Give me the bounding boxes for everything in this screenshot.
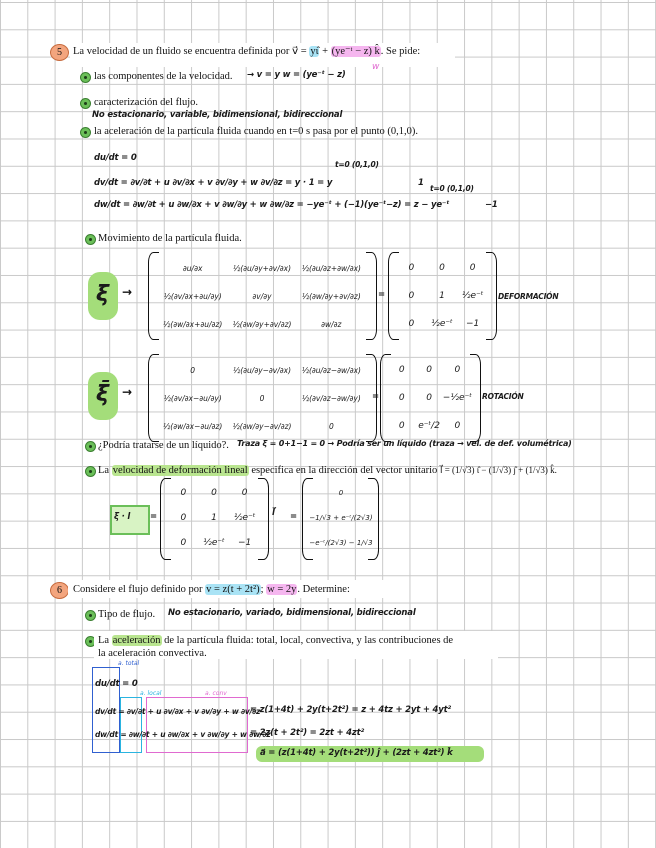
matrix-cell: 0 bbox=[259, 393, 265, 403]
matrix-cell: ½(∂w/∂x−∂u/∂z) bbox=[163, 421, 223, 431]
matrix-cell: 0 bbox=[180, 487, 187, 498]
q6-flow-type: Tipo de flujo. bbox=[98, 609, 156, 620]
q5-strain-post: especifica en la dirección del vector unitario bbox=[251, 465, 438, 476]
strain-result-vector bbox=[308, 480, 374, 556]
matrix-cell: 0 bbox=[398, 365, 405, 375]
arrow-right-icon: → bbox=[122, 385, 133, 399]
q6-tail: . Determine: bbox=[297, 584, 350, 595]
q6-v-def: v = z(t + 2t²) bbox=[206, 584, 260, 595]
matrix-cell: ½(∂v/∂z−∂w/∂y) bbox=[301, 393, 361, 403]
q5-movement: Movimiento de la partícula fluida. bbox=[98, 233, 242, 244]
q5-accel-line-2: dv/dt = ∂v/∂t + u ∂v/∂x + v ∂v/∂y + w ∂v/∂z = y · 1 = y bbox=[94, 178, 333, 188]
bullet-icon bbox=[85, 610, 96, 621]
q6-flow-type-answer: No estacionario, variado, bidimensional, bidireccional bbox=[168, 608, 416, 618]
matrix-cell: 0 bbox=[211, 487, 217, 498]
matrix-cell: ½e⁻ᵗ bbox=[233, 512, 256, 523]
rotation-label: ROTACIÓN bbox=[482, 392, 524, 401]
equals-sign: = bbox=[378, 290, 385, 300]
q5-unit-vector: l⃗ = (1/√3) ι̂ − (1/√3) ȷ̂ + (1/√3) k̂. bbox=[439, 465, 557, 475]
matrix-cell: ½(∂v/∂x+∂u/∂y) bbox=[163, 291, 222, 301]
bullet-icon bbox=[80, 98, 91, 109]
q5-liquid: ¿Podría tratarse de un líquido?. bbox=[98, 440, 229, 451]
matrix-cell: ½(∂v/∂x−∂u/∂y) bbox=[163, 393, 222, 403]
matrix-cell: 0 bbox=[439, 263, 445, 273]
strain-vec-l: l⃗ bbox=[272, 508, 275, 518]
right-paren bbox=[470, 354, 481, 442]
q5-components: las componentes de la velocidad. bbox=[94, 71, 233, 82]
omega-symbolic-matrix bbox=[158, 356, 366, 440]
bullet-icon bbox=[85, 466, 96, 477]
q5-tail: . Se pide: bbox=[380, 46, 421, 57]
bullet-icon bbox=[85, 441, 96, 452]
matrix-cell: ½e⁻ᵗ bbox=[461, 291, 484, 301]
matrix-cell: ½e⁻ᵗ bbox=[431, 319, 453, 329]
matrix-cell: ½(∂w/∂y−∂v/∂z) bbox=[232, 421, 292, 431]
matrix-cell: e⁻ᵗ/2 bbox=[418, 421, 440, 431]
q6-statement-text: Considere el flujo definido por bbox=[73, 584, 203, 595]
q5-acceleration: la aceleración de la partícula fluida cuando en t=0 s pasa por el punto (0,1,0). bbox=[94, 126, 419, 137]
right-paren bbox=[366, 252, 377, 340]
matrix-cell: 0 bbox=[180, 512, 187, 523]
strain-matrix bbox=[168, 480, 260, 556]
q6-accel-pre: La bbox=[98, 635, 110, 646]
q5-strain-pre: La bbox=[98, 465, 110, 476]
omega-symbol: ξ̄ bbox=[96, 382, 109, 407]
matrix-cell: 0 bbox=[408, 263, 415, 273]
q5-w-marker: w bbox=[372, 62, 380, 72]
q6-accel-line-2: la aceleración convectiva. bbox=[98, 648, 207, 659]
matrix-cell: ½(∂u/∂z+∂w/∂x) bbox=[301, 263, 361, 273]
vector-cell: −1/√3 + e⁻ᵗ/(2√3) bbox=[309, 513, 373, 522]
q5-characterization-answer: No estacionario, variable, bidimensional, bidireccional bbox=[92, 110, 343, 120]
q5-accel-line-3-note: t=0 (0,1,0) bbox=[430, 184, 474, 193]
matrix-cell: ½(∂u/∂z−∂w/∂x) bbox=[301, 365, 361, 375]
arrow-right-icon: → bbox=[122, 285, 133, 299]
deformation-label: DEFORMACIÓN bbox=[498, 292, 559, 301]
matrix-cell: ½(∂u/∂y+∂v/∂x) bbox=[232, 263, 292, 273]
q6-accel-line-3: dw/dt = ∂w/∂t + u ∂w/∂x + v ∂w/∂y + w ∂w/∂z bbox=[95, 730, 271, 739]
matrix-cell: 0 bbox=[398, 393, 405, 403]
q6-accel-post: de la partícula fluida: total, local, convectiva, y las contribuciones de bbox=[164, 635, 454, 646]
q5-accel-line-1: du/dt = 0 bbox=[94, 153, 137, 163]
q5-accel-line-3-result: −1 bbox=[485, 200, 498, 210]
matrix-cell: ½e⁻ᵗ bbox=[203, 538, 225, 549]
q5-characterization: caracterización del flujo. bbox=[94, 97, 199, 108]
strain-lhs: ξ · l bbox=[114, 512, 131, 522]
q6-w-def: w = 2y bbox=[267, 584, 297, 595]
q5-components-answer: → v = y w = (ye⁻ᵗ − z) bbox=[247, 70, 346, 80]
matrix-cell: ∂w/∂z bbox=[321, 319, 342, 329]
matrix-cell: −1 bbox=[466, 319, 480, 329]
label-local: a. local bbox=[140, 690, 162, 697]
conv-accel-box bbox=[146, 697, 248, 753]
matrix-cell: 1 bbox=[439, 291, 445, 301]
matrix-cell: ½(∂w/∂y+∂v/∂z) bbox=[232, 319, 292, 329]
xi-symbol: ξ bbox=[96, 282, 109, 307]
matrix-cell: 0 bbox=[328, 421, 334, 431]
q5-statement: La velocidad de un fluido se encuentra definida por v⃗ = yι̂ + (ye⁻ᵗ − z) k̂. Se pide: bbox=[73, 46, 421, 57]
label-total: a. total bbox=[118, 660, 140, 667]
xi-numeric-matrix bbox=[396, 254, 488, 338]
q6-accel bbox=[98, 634, 453, 647]
q6-accel-line-2: dv/dt = ∂v/∂t + u ∂v/∂x + v ∂v/∂y + w ∂v/∂z bbox=[95, 707, 261, 716]
equals-sign: = bbox=[290, 512, 297, 522]
q6-accel-highlight: aceleración bbox=[112, 635, 161, 646]
matrix-cell: 0 bbox=[190, 365, 196, 375]
q5-statement-text: La velocidad de un fluido se encuentra definida por bbox=[73, 46, 290, 57]
matrix-cell: ½(∂u/∂y−∂v/∂x) bbox=[232, 365, 292, 375]
matrix-cell: 0 bbox=[454, 365, 461, 375]
q6-accel-line-1: du/dt = 0 bbox=[95, 679, 138, 689]
q6-statement: Considere el flujo definido por v = z(t + 2t²); w = 2y. Determine: bbox=[73, 584, 350, 595]
bullet-icon bbox=[85, 234, 96, 245]
matrix-cell: 0 bbox=[241, 487, 248, 498]
matrix-cell: ∂u/∂x bbox=[182, 263, 203, 273]
matrix-cell: 0 bbox=[180, 538, 187, 549]
right-paren bbox=[486, 252, 497, 340]
question-6-number: 6 bbox=[50, 582, 69, 599]
q5-accel-line-2-result: 1 bbox=[418, 178, 424, 188]
q6-accel-line-2-result: = z(1+4t) + 2y(t+2t²) = z + 4tz + 2yt + 4yt² bbox=[250, 705, 451, 715]
q5-vec-v: v⃗ = bbox=[291, 46, 307, 57]
q5-strain-highlight: velocidad de deformación lineal bbox=[112, 465, 248, 476]
bullet-icon bbox=[80, 72, 91, 83]
equals-sign: = bbox=[150, 512, 157, 522]
q5-term-u: yι̂ bbox=[310, 46, 319, 57]
matrix-cell: 0 bbox=[408, 319, 415, 329]
equals-sign: = bbox=[372, 392, 379, 402]
matrix-cell: 0 bbox=[454, 421, 461, 431]
right-paren bbox=[258, 478, 269, 560]
matrix-cell: −1 bbox=[238, 538, 252, 549]
matrix-cell: ∂v/∂y bbox=[252, 291, 272, 301]
omega-numeric-matrix bbox=[388, 356, 472, 440]
right-paren bbox=[368, 478, 379, 560]
vector-cell: 0 bbox=[338, 488, 344, 497]
matrix-cell: ½(∂w/∂x+∂u/∂z) bbox=[163, 319, 223, 329]
matrix-cell: −½e⁻ᵗ bbox=[442, 393, 472, 403]
label-conv: a. conv bbox=[205, 690, 227, 697]
q6-final-accel: a⃗ = (z(1+4t) + 2y(t+2t²)) ȷ̂ + (2zt + 4zt²) k̂ bbox=[260, 748, 453, 758]
question-5-number: 5 bbox=[50, 44, 69, 61]
q5-liquid-answer: Traza ξ = 0+1−1 = 0 → Podría ser un líquido (traza → vel. de def. volumétrica) bbox=[237, 439, 572, 448]
q5-accel-line-3: dw/dt = ∂w/∂t + u ∂w/∂x + v ∂w/∂y + w ∂w/∂z = −ye⁻ᵗ + (−1)(ye⁻ᵗ−z) = z − ye⁻ᵗ bbox=[94, 200, 450, 210]
vector-cell: −e⁻ᵗ/(2√3) − 1/√3 bbox=[309, 539, 373, 548]
q5-strain bbox=[98, 464, 557, 477]
matrix-cell: ½(∂w/∂y+∂v/∂z) bbox=[301, 291, 361, 301]
matrix-cell: 0 bbox=[469, 263, 476, 273]
bullet-icon bbox=[80, 127, 91, 138]
q5-accel-line-2-note: t=0 (0,1,0) bbox=[335, 160, 379, 169]
matrix-cell: 0 bbox=[426, 393, 432, 403]
matrix-cell: 0 bbox=[398, 421, 405, 431]
matrix-cell: 1 bbox=[211, 512, 217, 523]
q5-term-w: (ye⁻ᵗ − z) k̂ bbox=[331, 46, 380, 57]
matrix-cell: 0 bbox=[408, 291, 415, 301]
q6-accel-line-3-result: = 2z(t + 2t²) = 2zt + 4zt² bbox=[250, 728, 364, 738]
xi-symbolic-matrix bbox=[158, 254, 366, 338]
matrix-cell: 0 bbox=[426, 365, 432, 375]
local-accel-box bbox=[120, 697, 142, 753]
